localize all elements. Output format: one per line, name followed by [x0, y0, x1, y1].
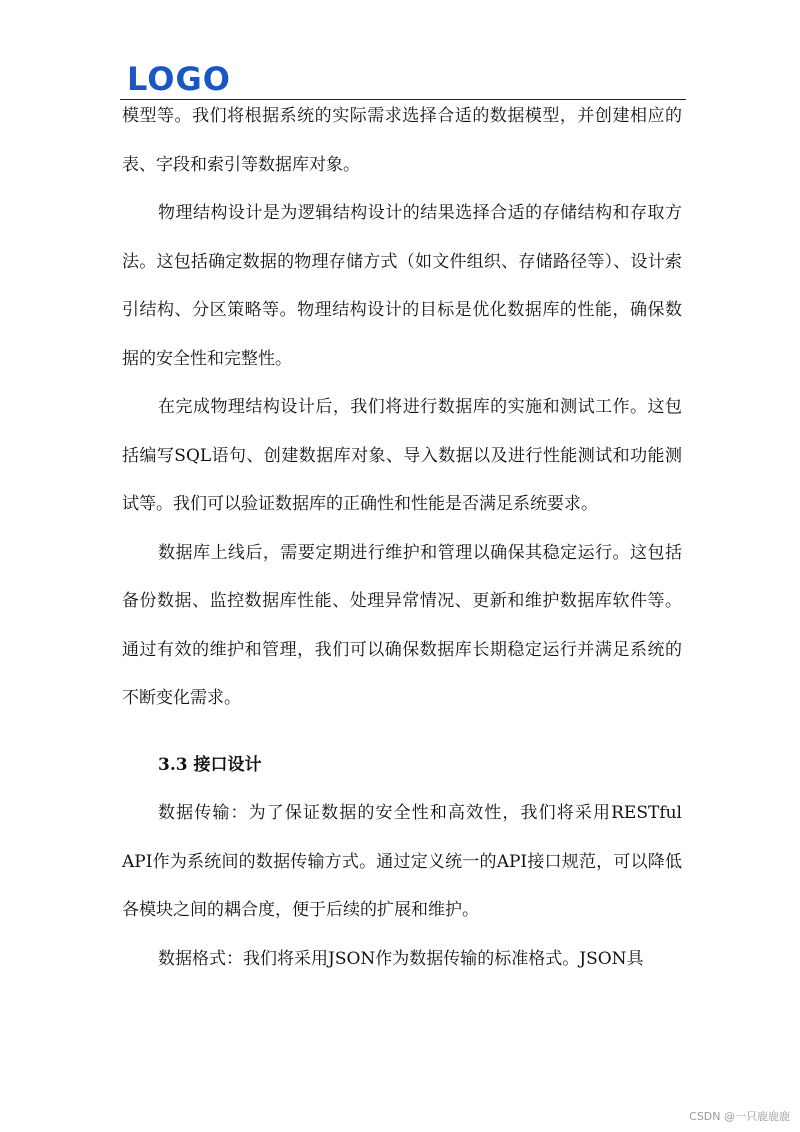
document-body [122, 92, 682, 983]
paragraph-continuation: 模型等。我们将根据系统的实际需求选择合适的数据模型，并创建相应的表、字段和索引等数据库对象。 [122, 106, 682, 175]
watermark: CSDN @一只鹿鹿鹿 [689, 1110, 790, 1123]
logo: LOGO [127, 60, 231, 98]
paragraph-implementation: 在完成物理结构设计后，我们将进行数据库的实施和测试工作。这包括编写SQL语句、创建数据库对象、导入数据以及进行性能测试和功能测试等。我们可以验证数据库的正确性和性能是否满足系统要求。 [122, 397, 682, 514]
section-heading: 3.3 接口设计 [158, 754, 262, 775]
paragraph-data-transfer: 数据传输：为了保证数据的安全性和高效性，我们将采用RESTful API作为系统间的数据传输方式。通过定义统一的API接口规范，可以降低各模块之间的耦合度，便于后续的扩展和维护。 [122, 803, 682, 920]
paragraph-data-format: 数据格式：我们将采用JSON作为数据传输的标准格式。JSON具 [158, 948, 644, 969]
paragraph-physical-design: 物理结构设计是为逻辑结构设计的结果选择合适的存储结构和存取方法。这包括确定数据的物理存储方式（如文件组织、存储路径等）、设计索引结构、分区策略等。物理结构设计的目标是优化数据库的性能，确保数据的安全性和完整性。 [122, 203, 682, 369]
paragraph-maintenance: 数据库上线后，需要定期进行维护和管理以确保其稳定运行。这包括备份数据、监控数据库性能、处理异常情况、更新和维护数据库软件等。通过有效的维护和管理，我们可以确保数据库长期稳定运行并满足系统的不断变化需求。 [122, 542, 682, 708]
